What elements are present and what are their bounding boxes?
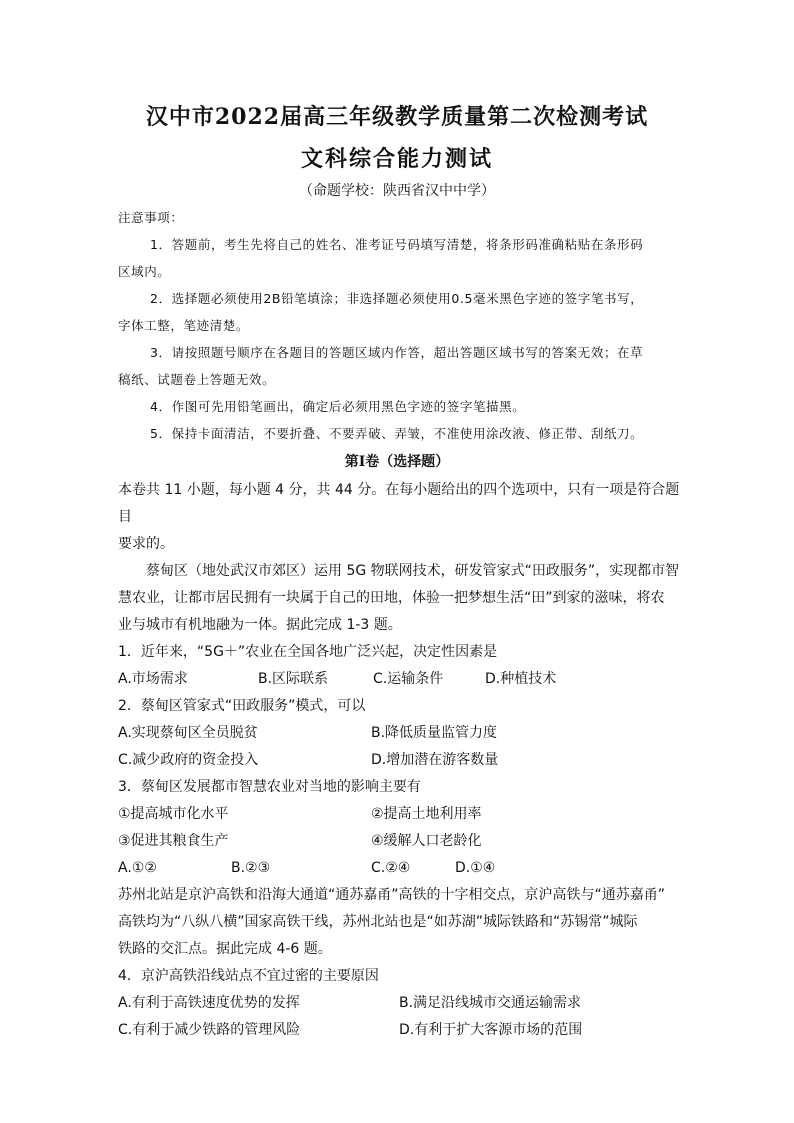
exam-subject-title: 文科综合能力测试 [300, 146, 493, 172]
instruction-line: 1．答题前，考生先将自己的姓名、准考证号码填写清楚，将条形码准确粘贴在条形码 [150, 237, 644, 252]
passage-text: 高铁均为“八纵八横”国家高铁干线，苏州北站也是“如苏湖”城际铁路和“苏锡常”城际 [118, 914, 638, 930]
questions-body [118, 477, 680, 1044]
answer-option: B.区际联系 [258, 671, 329, 687]
answer-options [118, 747, 680, 774]
instruction-line: 稿纸、试题卷上答题无效。 [118, 372, 276, 387]
answer-options [118, 666, 680, 693]
answer-option: C.有利于减少铁路的管理风险 [118, 1022, 301, 1038]
answer-option: B.降低质量监管力度 [371, 725, 498, 741]
exam-school-note: （命题学校：陕西省汉中中学） [299, 183, 495, 199]
instruction-line: 3．请按照题号顺序在各题目的答题区域内作答，超出答题区域书写的答案无效；在草 [150, 345, 644, 360]
answer-option: D.增加潜在游客数量 [371, 752, 499, 768]
passage-text: 苏州北站是京沪高铁和沿海大通道“通苏嘉甬”高铁的十字相交点，京沪高铁与“通苏嘉甬” [118, 887, 666, 903]
instruction-line: 区域内。 [118, 264, 171, 279]
answer-option: D.①④ [455, 860, 496, 876]
answer-options [118, 720, 680, 747]
statement-option: ④缓解人口老龄化 [371, 833, 482, 849]
passage-text: 蔡甸区（地处武汉市郊区）运用 5G 物联网技术，研发管家式“田政服务”，实现都市智 [146, 563, 680, 579]
section-title: 第Ⅰ卷（选择题） [344, 454, 450, 470]
instructions-block [118, 204, 680, 447]
answer-option: B.满足沿线城市交通运输需求 [399, 995, 582, 1011]
statement-option: ①提高城市化水平 [118, 806, 229, 822]
statement-option: ②提高土地利用率 [371, 806, 482, 822]
instruction-line: 5．保持卡面清洁，不要折叠、不要弄破、弄皱，不准使用涂改液、修正带、刮纸刀。 [150, 426, 644, 441]
answer-option: A.实现蔡甸区全员脱贫 [118, 725, 258, 741]
statement-options [118, 801, 680, 828]
answer-option: C.减少政府的资金投入 [118, 752, 259, 768]
section-intro: 本卷共 11 小题，每小题 4 分，共 44 分。在每小题给出的四个选项中，只有一项是符合题目 [118, 482, 680, 525]
answer-option: C.②④ [371, 860, 411, 876]
answer-options [118, 855, 680, 882]
passage-text: 业与城市有机地融为一体。据此完成 1-3 题。 [118, 617, 402, 633]
exam-title: 汉中市2022届高三年级教学质量第二次检测考试 [145, 104, 649, 130]
answer-option: D.种植技术 [485, 671, 557, 687]
question-stem: 4．京沪高铁沿线站点不宜过密的主要原因 [118, 968, 379, 984]
passage-text: 慧农业，让都市居民拥有一块属于自己的田地，体验一把梦想生活“田”到家的滋味，将农 [118, 590, 665, 606]
answer-options [118, 1017, 680, 1044]
instruction-line: 字体工整，笔迹清楚。 [118, 318, 250, 333]
question-stem: 2．蔡甸区管家式“田政服务”模式，可以 [118, 698, 366, 714]
passage-text: 铁路的交汇点。据此完成 4-6 题。 [118, 941, 332, 957]
answer-option: A.①② [118, 860, 157, 876]
question-stem: 3．蔡甸区发展都市智慧农业对当地的影响主要有 [118, 779, 421, 795]
section-intro: 要求的。 [118, 536, 174, 552]
answer-option: C.运输条件 [373, 671, 444, 687]
statement-option: ③促进其粮食生产 [118, 833, 229, 849]
instruction-line: 4．作图可先用铅笔画出，确定后必须用黑色字迹的签字笔描黑。 [150, 399, 526, 414]
answer-option: A.有利于高铁速度优势的发挥 [118, 995, 300, 1011]
statement-options [118, 828, 680, 855]
answer-option: B.②③ [231, 860, 271, 876]
question-stem: 1．近年来，“5G＋”农业在全国各地广泛兴起，决定性因素是 [118, 644, 498, 660]
answer-option: D.有利于扩大客源市场的范围 [399, 1022, 583, 1038]
instructions-heading: 注意事项： [118, 210, 184, 225]
answer-option: A.市场需求 [118, 671, 188, 687]
answer-options [118, 990, 680, 1017]
instruction-line: 2．选择题必须使用2B铅笔填涂；非选择题必须使用0.5毫米黑色字迹的签字笔书写， [150, 291, 644, 306]
